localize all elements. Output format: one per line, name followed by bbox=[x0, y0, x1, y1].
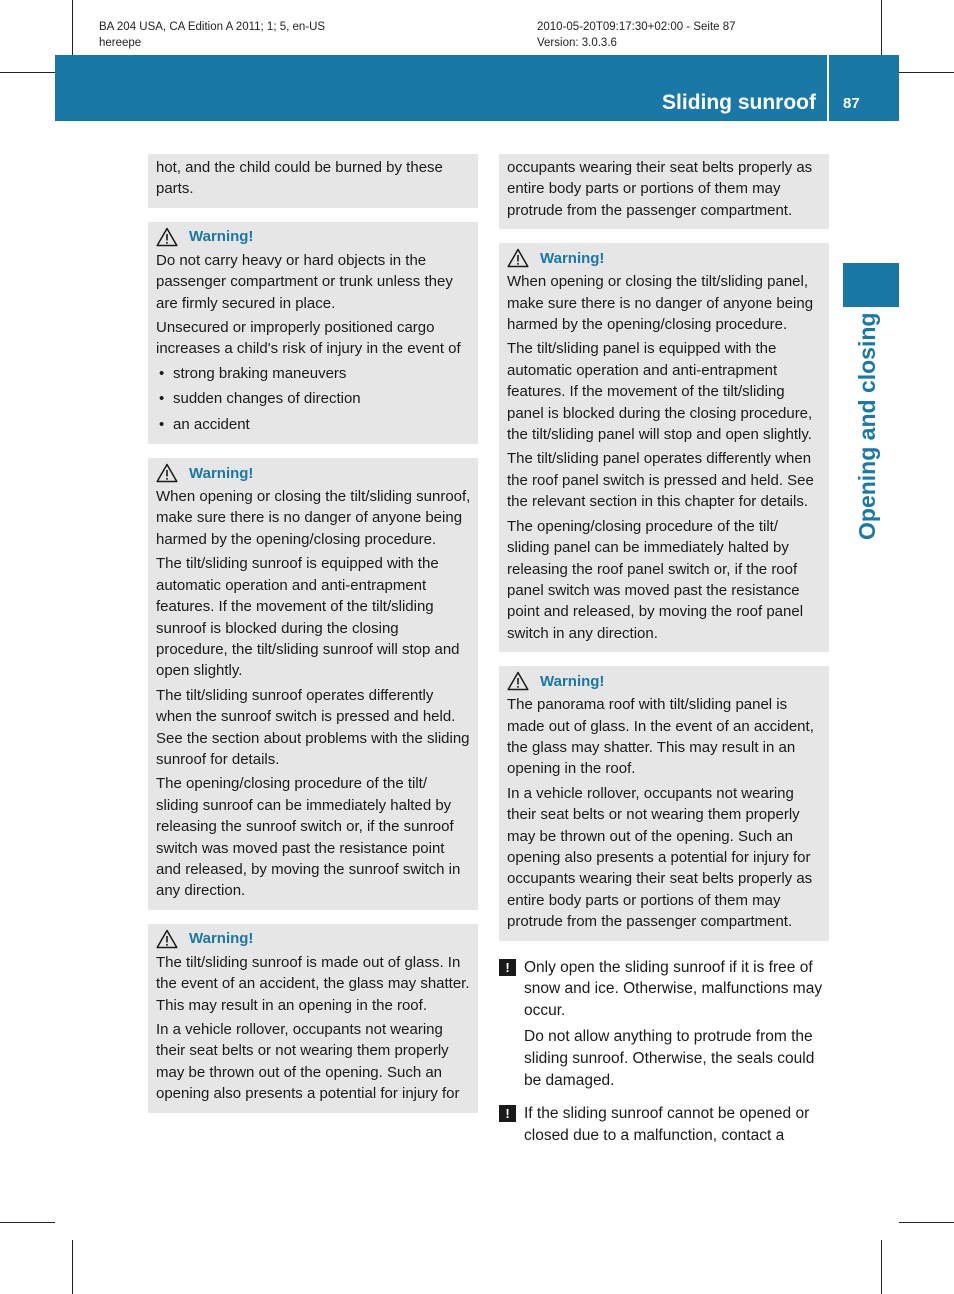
crop-mark bbox=[72, 0, 73, 55]
crop-mark bbox=[899, 72, 954, 73]
section-header bbox=[55, 55, 899, 121]
warning-label: Warning! bbox=[189, 930, 254, 948]
note-block bbox=[499, 1103, 829, 1151]
print-meta-line: 2010-05-20T09:17:30+02:00 - Seite 87 bbox=[537, 21, 736, 33]
warning-header bbox=[507, 246, 822, 270]
warning-triangle-icon bbox=[507, 248, 529, 268]
print-meta-line: Version: 3.0.3.6 bbox=[537, 37, 617, 49]
warning-box bbox=[499, 243, 829, 652]
note-body bbox=[524, 957, 829, 1096]
print-meta-left bbox=[99, 19, 325, 51]
crop-mark bbox=[881, 1240, 882, 1294]
bullet-text: strong braking maneuvers bbox=[173, 364, 347, 382]
paragraph: In a vehicle rollover, occupants not wearing their seat belts or not wearing them properly may be thrown out of the opening. Such an opening also presents a potential for injury for bbox=[156, 1021, 460, 1103]
chapter-tab-label: Opening and closing bbox=[854, 312, 880, 540]
paragraph: The tilt/sliding sunroof is equipped with the automatic operation and anti-entrapment features. If the movement of the tilt/sliding sunroof is blocked during the closing procedure, the tilt/sliding sunroof will stop and open slightly. bbox=[156, 555, 460, 680]
print-meta-line: hereepe bbox=[99, 37, 142, 49]
paragraph: Only open the sliding sunroof if it is free of snow and ice. Otherwise, malfunctions may occur. bbox=[524, 958, 823, 1020]
warning-triangle-icon bbox=[156, 929, 178, 949]
paragraph: The tilt/sliding panel operates differently when the roof panel switch is pressed and held. See the relevant section in this chapter for details. bbox=[507, 450, 814, 511]
continued-warning-box bbox=[499, 154, 829, 229]
warning-header bbox=[156, 225, 471, 249]
warning-box bbox=[148, 458, 478, 910]
paragraph: When opening or closing the tilt/sliding panel, make sure there is no danger of anyone being harmed by the opening/closing procedure. bbox=[507, 273, 814, 334]
bullet-item: • an accident bbox=[156, 414, 471, 435]
bullet-item: • strong braking maneuvers bbox=[156, 363, 471, 384]
paragraph: The opening/closing procedure of the tilt/ sliding panel can be immediately halted by releasing the roof panel switch or, if the roof panel switch was moved past the resistance point and released, by moving the roof panel switch in any direction. bbox=[507, 517, 804, 642]
warning-header bbox=[156, 927, 471, 951]
exclamation-icon: ! bbox=[499, 959, 516, 976]
exclamation-icon: ! bbox=[499, 1105, 516, 1122]
print-meta-line: BA 204 USA, CA Edition A 2011; 1; 5, en-US bbox=[99, 21, 326, 33]
warning-label: Warning! bbox=[189, 228, 254, 246]
warning-box bbox=[499, 666, 829, 940]
right-column bbox=[499, 154, 829, 1159]
warning-triangle-icon bbox=[507, 671, 529, 691]
crop-mark bbox=[899, 1222, 954, 1223]
warning-box bbox=[148, 924, 478, 1113]
warning-label: Warning! bbox=[540, 249, 605, 267]
page-number: 87 bbox=[843, 95, 860, 112]
bullet-text: an accident bbox=[173, 415, 250, 433]
paragraph: hot, and the child could be burned by these parts. bbox=[156, 159, 443, 198]
warning-header bbox=[156, 461, 471, 485]
warning-label: Warning! bbox=[189, 464, 254, 482]
warning-label: Warning! bbox=[540, 672, 605, 690]
warning-triangle-icon bbox=[156, 463, 178, 483]
header-divider bbox=[827, 55, 829, 121]
paragraph: occupants wearing their seat belts properly as entire body parts or portions of them may protrude from the passenger compartment. bbox=[507, 159, 813, 219]
paragraph: When opening or closing the tilt/sliding sunroof, make sure there is no danger of anyone being harmed by the opening/closing procedure. bbox=[156, 488, 471, 548]
paragraph: The panorama roof with tilt/sliding panel is made out of glass. In the event of an accident, the glass may shatter. This may result in an opening in the roof. bbox=[507, 696, 814, 778]
note-body bbox=[524, 1103, 829, 1151]
note-block bbox=[499, 957, 829, 1096]
section-title: Sliding sunroof bbox=[662, 91, 816, 114]
paragraph: In a vehicle rollover, occupants not wearing their seat belts or not wearing them properly may be thrown out of the opening. Such an opening also presents a potential for injury for occupants wearing their seat belts properly as entire body parts or portions of them may protrude from the passenger compartment. bbox=[507, 784, 813, 931]
chapter-tab-marker bbox=[843, 263, 899, 307]
paragraph: If the sliding sunroof cannot be opened or closed due to a malfunction, contact a bbox=[524, 1105, 810, 1145]
paragraph: The opening/closing procedure of the tilt/ sliding sunroof can be immediately halted by releasing the sunroof switch or, if the sunroof switch was moved past the resistance point and released, by moving the sunroof switch in any direction. bbox=[156, 775, 461, 900]
warning-box bbox=[148, 222, 478, 444]
paragraph: The tilt/sliding sunroof operates differently when the sunroof switch is pressed and held. See the section about problems with the sliding sunroof for details. bbox=[156, 686, 470, 768]
crop-mark bbox=[0, 1222, 55, 1223]
warning-triangle-icon bbox=[156, 227, 178, 247]
paragraph: Do not allow anything to protrude from the sliding sunroof. Otherwise, the seals could be damaged. bbox=[524, 1027, 815, 1089]
paragraph: Do not carry heavy or hard objects in the passenger compartment or trunk unless they are firmly secured in place. bbox=[156, 251, 453, 312]
left-column bbox=[148, 154, 478, 1127]
crop-mark bbox=[72, 1240, 73, 1294]
paragraph: The tilt/sliding panel is equipped with the automatic operation and anti-entrapment features. If the movement of the tilt/sliding panel is blocked during the closing procedure, the tilt/sliding panel will stop and open slightly. bbox=[507, 340, 813, 444]
bullet-item: • sudden changes of direction bbox=[156, 388, 471, 409]
crop-mark bbox=[881, 0, 882, 55]
warning-header bbox=[507, 669, 822, 693]
print-meta-right bbox=[537, 19, 736, 51]
paragraph: The tilt/sliding sunroof is made out of glass. In the event of an accident, the glass may shatter. This may result in an opening in the roof. bbox=[156, 953, 470, 1014]
continued-warning-box bbox=[148, 154, 478, 208]
paragraph: Unsecured or improperly positioned cargo increases a child's risk of injury in the event of bbox=[156, 319, 461, 358]
bullet-text: sudden changes of direction bbox=[173, 390, 361, 408]
crop-mark bbox=[0, 72, 55, 73]
